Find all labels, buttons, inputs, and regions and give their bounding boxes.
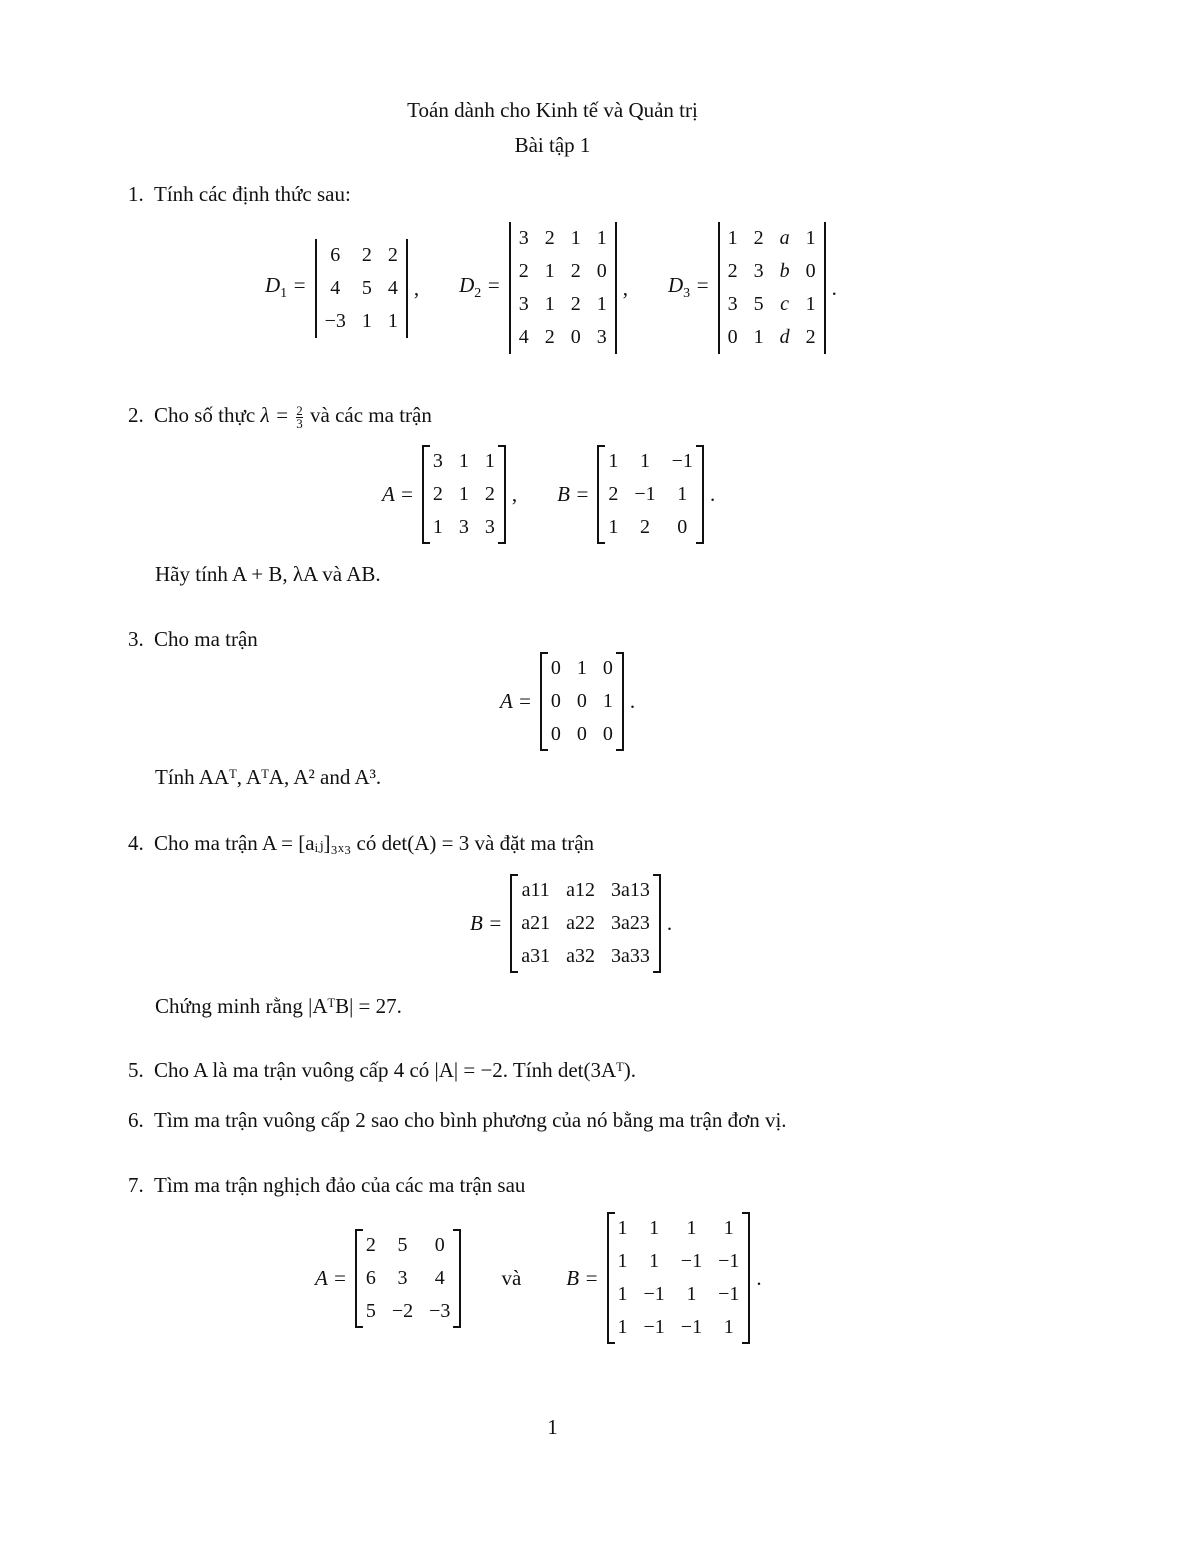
matrix-row bbox=[600, 478, 701, 511]
matrix-row bbox=[600, 445, 701, 478]
problem-2-task: Hãy tính A + B, λA và AB. bbox=[155, 562, 381, 586]
matrix-cell: 3 bbox=[432, 450, 443, 472]
determinants-row: $D_1$ = 6 2 2 4 5 4 −3 1 1 , $D_2$ = 3 2 1 1 2 1 2 0 3 1 2 1 4 2 0 3 , $D_3$ = 1 2 a 1 2 3 b 0 3 5 c 1 0 1 d 2 . bbox=[265, 222, 837, 354]
matrix-row bbox=[511, 255, 615, 288]
matrix-cell: 3 bbox=[484, 516, 495, 538]
matrix-cell: 5 bbox=[753, 293, 764, 315]
matrix-cell: 1 bbox=[596, 293, 607, 315]
matrix-cell: 1 bbox=[723, 1316, 734, 1338]
problem-number: 2. bbox=[128, 403, 144, 427]
matrix-row bbox=[425, 511, 503, 544]
matrix-row bbox=[511, 222, 615, 255]
problem-3: 3. Cho ma trận bbox=[128, 627, 258, 651]
matrix-cell: 1 bbox=[617, 1283, 628, 1305]
matrix-row bbox=[425, 478, 503, 511]
matrix-b bbox=[610, 1212, 748, 1344]
matrix-cell: 4 bbox=[330, 276, 341, 299]
matrix-cell: 0 bbox=[550, 657, 561, 679]
matrix-cell: 1 bbox=[640, 450, 651, 472]
d1-label: $D_1$ = bbox=[265, 273, 307, 302]
matrices-row-7: A = 2 5 0 6 3 4 5 −2 −3 và B = 1 1 1 1 1 1 −1 −1 1 −1 1 −1 1 −1 −1 1 . bbox=[315, 1212, 762, 1344]
matrix-row bbox=[610, 1245, 748, 1278]
matrix-cell: 2 bbox=[544, 227, 555, 249]
matrix-cell: 1 bbox=[387, 309, 398, 332]
matrix-row bbox=[317, 305, 406, 338]
matrix-cell: 2 bbox=[727, 260, 738, 282]
matrix-cell: a32 bbox=[566, 945, 596, 967]
problem-4: 4. Cho ma trận A = [aᵢⱼ]₃ₓ₃ có det(A) = 3 và đặt ma trận bbox=[128, 831, 595, 855]
problem-1 bbox=[128, 182, 351, 207]
matrix-cell: a22 bbox=[566, 912, 596, 934]
matrix-cell: 0 bbox=[570, 326, 581, 348]
matrix-cell: 4 bbox=[387, 276, 398, 299]
matrix-cell: 1 bbox=[596, 227, 607, 249]
matrix-cell: 0 bbox=[677, 516, 688, 538]
matrix-cell: 6 bbox=[330, 243, 341, 266]
matrix-cell: 2 bbox=[365, 1233, 376, 1256]
document-subtitle: Bài tập 1 bbox=[514, 133, 591, 157]
matrix-cell: 0 bbox=[602, 723, 613, 745]
problem-5: 5. Cho A là ma trận vuông cấp 4 có |A| = −2. Tính det(3Aᵀ). bbox=[128, 1058, 636, 1082]
matrix-cell: d bbox=[779, 326, 790, 348]
matrix-row bbox=[425, 445, 503, 478]
matrix-cell: −1 bbox=[680, 1316, 703, 1338]
matrix-cell: 3a23 bbox=[611, 912, 650, 934]
matrix-cell: 4 bbox=[434, 1266, 445, 1289]
matrix-cell: 3a13 bbox=[611, 879, 650, 901]
matrix-cell: 5 bbox=[365, 1299, 376, 1322]
matrix-cell: a12 bbox=[566, 879, 596, 901]
matrix-cell: −1 bbox=[643, 1283, 665, 1305]
a-label: A = bbox=[382, 482, 414, 506]
conjunction: và bbox=[501, 1265, 522, 1290]
matrix-row bbox=[358, 1295, 459, 1328]
matrix-row bbox=[513, 907, 658, 940]
matrix-cell: 1 bbox=[649, 1250, 660, 1272]
matrix-cell: 2 bbox=[570, 260, 581, 282]
d3-label: $D_3$ = bbox=[667, 273, 710, 302]
matrix-cell: 1 bbox=[649, 1217, 660, 1239]
matrix-a bbox=[425, 445, 503, 544]
problem-7: 7. Tìm ma trận nghịch đảo của các ma trận sau bbox=[128, 1173, 526, 1197]
document-title: Toán dành cho Kinh tế và Quản trị bbox=[407, 98, 698, 122]
matrix-cell: 2 bbox=[432, 483, 443, 505]
matrix-row bbox=[600, 511, 701, 544]
matrix-row bbox=[358, 1229, 459, 1262]
problem-number: 6. bbox=[128, 1108, 144, 1132]
problem-6: 6. Tìm ma trận vuông cấp 2 sao cho bình phương của nó bằng ma trận đơn vị. bbox=[128, 1108, 787, 1132]
matrix-cell: −1 bbox=[643, 1316, 665, 1338]
page-number: 1 bbox=[547, 1415, 558, 1439]
matrix-cell: a11 bbox=[521, 879, 550, 901]
matrix-cell: −1 bbox=[718, 1283, 740, 1305]
matrix-row bbox=[543, 652, 621, 685]
a-label: A = bbox=[315, 1265, 347, 1290]
matrix-cell: −1 bbox=[680, 1250, 703, 1272]
matrix-row bbox=[513, 940, 658, 973]
matrix-cell: 0 bbox=[550, 723, 561, 745]
matrix-cell: 1 bbox=[617, 1217, 628, 1239]
matrix-cell: 1 bbox=[608, 516, 619, 538]
matrix-cell: 0 bbox=[576, 690, 587, 712]
matrix-cell: 2 bbox=[640, 516, 651, 538]
matrix-cell: a31 bbox=[521, 945, 551, 967]
matrix-row bbox=[543, 718, 621, 751]
matrix-cell: −1 bbox=[671, 450, 693, 472]
matrix-cell: −3 bbox=[324, 309, 346, 332]
matrix-cell: 2 bbox=[544, 326, 555, 348]
matrix-cell: −3 bbox=[429, 1299, 451, 1322]
problem-number: 7. bbox=[128, 1173, 144, 1197]
matrix-cell: 1 bbox=[484, 450, 495, 472]
matrix-cell: 0 bbox=[805, 260, 816, 282]
matrix-cell: 1 bbox=[458, 483, 469, 505]
problem-3-task: Tính AAᵀ, AᵀA, A² and A³. bbox=[155, 765, 382, 789]
matrix-a bbox=[358, 1229, 459, 1328]
matrix-cell: 2 bbox=[608, 483, 619, 505]
matrix-cell: c bbox=[780, 293, 789, 315]
matrix-cell: 1 bbox=[727, 227, 738, 249]
matrix-row bbox=[720, 288, 824, 321]
matrix-cell: 2 bbox=[753, 227, 764, 249]
problem-number: 4. bbox=[128, 831, 144, 855]
matrix-cell: 6 bbox=[365, 1266, 376, 1289]
problem-2: 2. Cho số thực λ = $\frac{2}{3}$ và các ma trận bbox=[128, 402, 432, 431]
matrix-cell: 1 bbox=[753, 326, 764, 348]
matrix-cell: 2 bbox=[484, 483, 495, 505]
matrix-row bbox=[720, 255, 824, 288]
d3-matrix bbox=[718, 222, 826, 354]
matrix-row bbox=[610, 1311, 748, 1344]
matrix-row bbox=[317, 272, 406, 305]
matrix-cell: 3a33 bbox=[611, 945, 650, 967]
matrix-cell: 2 bbox=[518, 260, 529, 282]
matrix-row bbox=[317, 239, 406, 272]
matrix-cell: 0 bbox=[550, 690, 561, 712]
matrix-cell: 5 bbox=[361, 276, 372, 299]
matrix-b bbox=[600, 445, 701, 544]
matrix-cell: 2 bbox=[570, 293, 581, 315]
matrix-cell: 1 bbox=[576, 657, 587, 679]
matrices-row-2: A = 3 1 1 2 1 2 1 3 3 , B = 1 1 −1 2 −1 1 1 2 0 . bbox=[382, 445, 715, 544]
matrix-cell: 1 bbox=[458, 450, 469, 472]
matrix-cell: 1 bbox=[570, 227, 581, 249]
matrix-cell: 1 bbox=[805, 293, 816, 315]
matrix-cell: a bbox=[779, 227, 790, 249]
matrix-cell: 0 bbox=[434, 1233, 445, 1256]
matrix-b bbox=[513, 874, 658, 973]
matrix-row bbox=[513, 874, 658, 907]
problem-number: 5. bbox=[128, 1058, 144, 1082]
matrix-cell: 2 bbox=[387, 243, 398, 266]
matrix-cell: 1 bbox=[361, 309, 372, 332]
matrix-cell: 1 bbox=[617, 1316, 628, 1338]
matrix-row bbox=[610, 1212, 748, 1245]
matrix-cell: −2 bbox=[391, 1299, 414, 1322]
matrix-cell: 1 bbox=[617, 1250, 628, 1272]
matrix-row bbox=[511, 288, 615, 321]
problem-number: 3. bbox=[128, 627, 144, 651]
matrix-cell: 1 bbox=[608, 450, 619, 472]
d1-matrix bbox=[315, 239, 408, 338]
matrix-cell: 0 bbox=[576, 723, 587, 745]
matrix-row bbox=[610, 1278, 748, 1311]
matrix-a bbox=[543, 652, 621, 751]
matrix-cell: 0 bbox=[727, 326, 738, 348]
matrix-cell: a21 bbox=[521, 912, 551, 934]
matrix-cell: 3 bbox=[596, 326, 607, 348]
matrix-row bbox=[720, 321, 824, 354]
d2-label: $D_2$ = bbox=[459, 273, 501, 302]
d2-matrix bbox=[509, 222, 617, 354]
matrix-row bbox=[543, 685, 621, 718]
matrix-row-3: A = 0 1 0 0 0 1 0 0 0 . bbox=[500, 652, 635, 751]
problem-4-task: Chứng minh rằng |AᵀB| = 27. bbox=[155, 994, 402, 1018]
problem-text: Tính các định thức sau: bbox=[154, 182, 351, 206]
fraction: $\frac{2}{3}$ bbox=[296, 402, 303, 431]
matrix-cell: 4 bbox=[518, 326, 529, 348]
matrix-cell: 3 bbox=[518, 293, 529, 315]
matrix-cell: 1 bbox=[432, 516, 443, 538]
matrix-cell: b bbox=[779, 260, 790, 282]
matrix-cell: 3 bbox=[518, 227, 529, 249]
matrix-cell: 1 bbox=[602, 690, 613, 712]
matrix-cell: 3 bbox=[458, 516, 469, 538]
matrix-cell: 2 bbox=[805, 326, 816, 348]
matrix-cell: 3 bbox=[397, 1266, 408, 1289]
matrix-cell: 1 bbox=[686, 1217, 697, 1239]
matrix-cell: 3 bbox=[753, 260, 764, 282]
matrix-cell: −1 bbox=[718, 1250, 740, 1272]
matrix-cell: 0 bbox=[596, 260, 607, 282]
matrix-cell: −1 bbox=[634, 483, 656, 505]
a-label: A = bbox=[500, 689, 532, 713]
b-label: B = bbox=[557, 482, 590, 506]
matrix-cell: 2 bbox=[361, 243, 372, 266]
matrix-cell: 0 bbox=[602, 657, 613, 679]
matrix-cell: 1 bbox=[544, 260, 555, 282]
b-label: B = bbox=[566, 1265, 599, 1290]
matrix-cell: 1 bbox=[686, 1283, 697, 1305]
matrix-cell: 1 bbox=[544, 293, 555, 315]
matrix-cell: 3 bbox=[727, 293, 738, 315]
b-label: B = bbox=[470, 911, 503, 935]
matrix-cell: 1 bbox=[805, 227, 816, 249]
matrix-row bbox=[358, 1262, 459, 1295]
matrix-cell: 5 bbox=[397, 1233, 408, 1256]
matrix-row bbox=[720, 222, 824, 255]
matrix-row bbox=[511, 321, 615, 354]
matrix-cell: 1 bbox=[723, 1217, 734, 1239]
matrix-row-4: B = a11 a12 3a13 a21 a22 3a23 a31 a32 3a33 . bbox=[470, 874, 672, 973]
problem-number: 1. bbox=[128, 182, 144, 206]
matrix-cell: 1 bbox=[677, 483, 688, 505]
